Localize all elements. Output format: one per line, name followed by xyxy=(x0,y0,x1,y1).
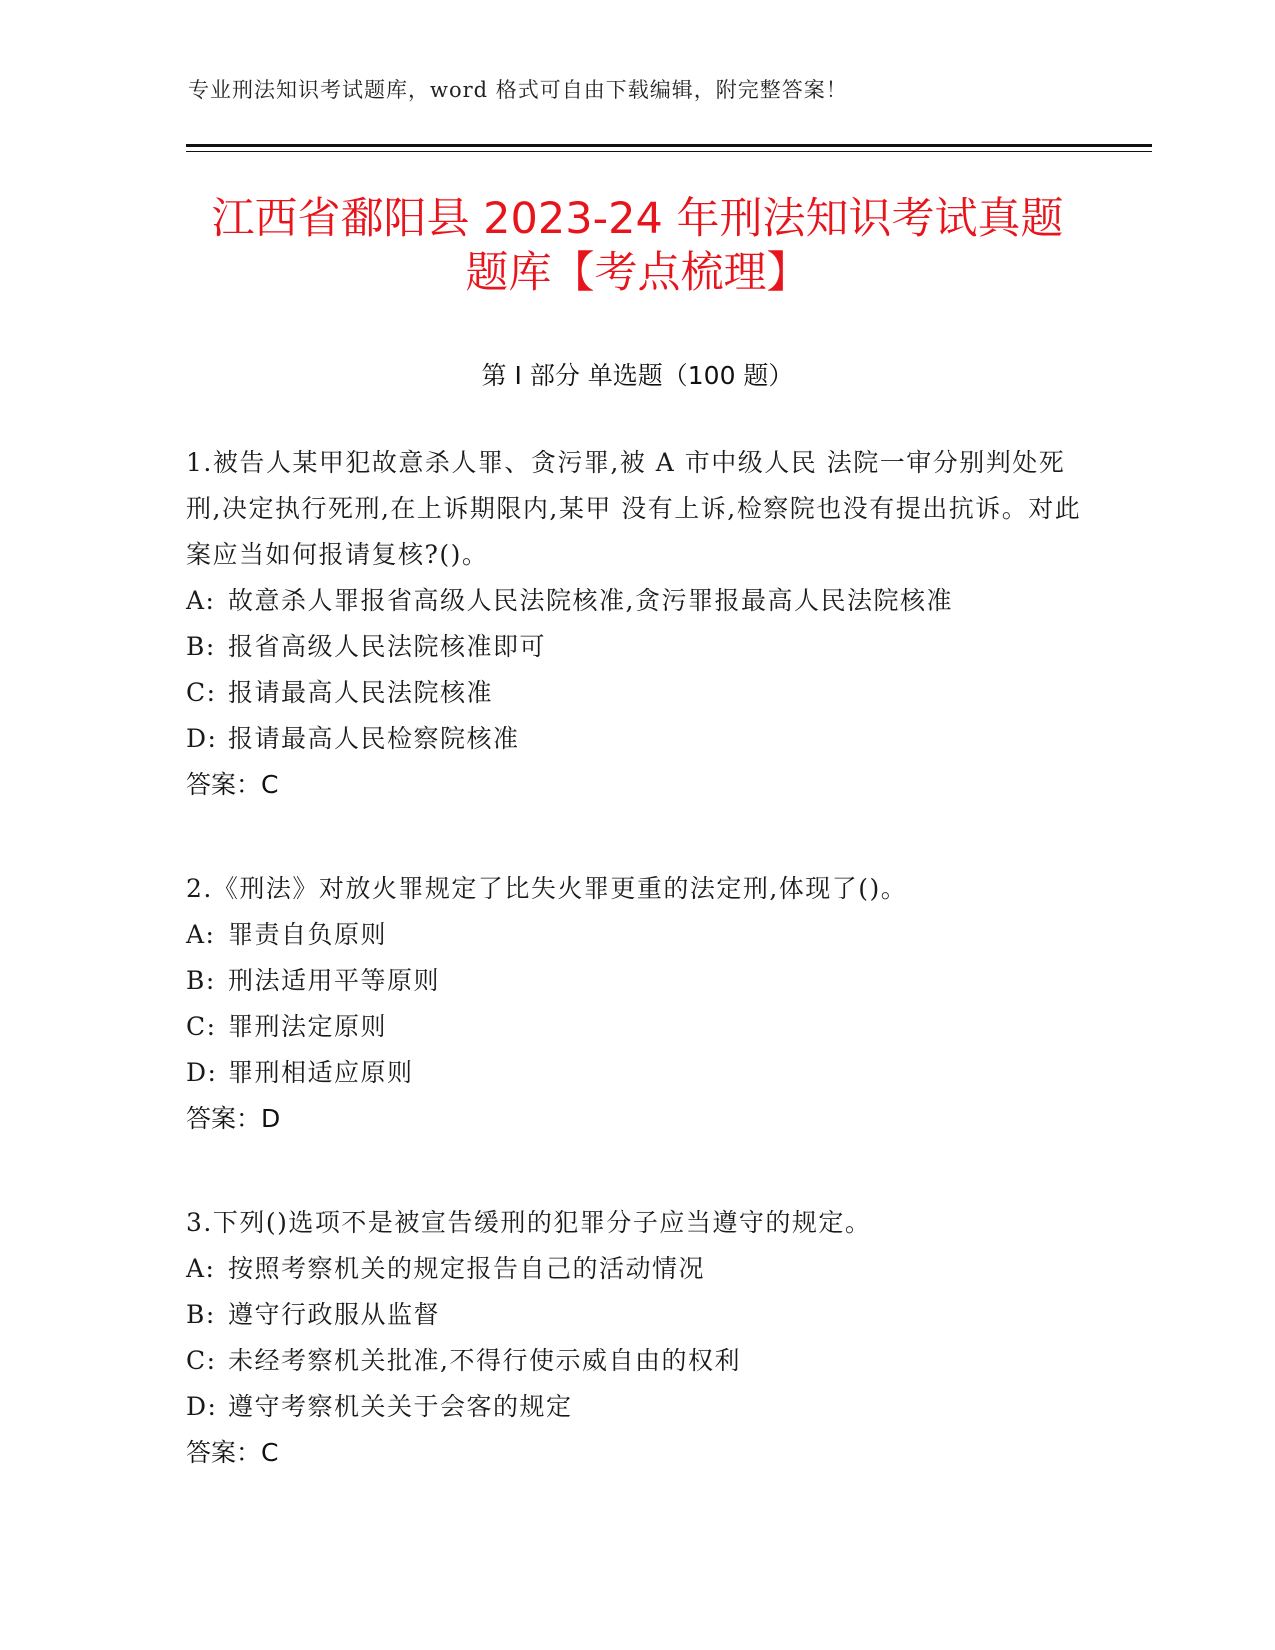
option-letter: A: xyxy=(186,586,216,615)
question-answer: 答案：C xyxy=(186,770,279,799)
option-letter: D: xyxy=(186,1392,218,1421)
option-text: 刑法适用平等原则 xyxy=(228,966,441,995)
question-1 xyxy=(186,440,1086,808)
question-option-d xyxy=(186,1384,1086,1430)
question-list xyxy=(186,440,1086,1534)
option-text: 报请最高人民检察院核准 xyxy=(228,724,520,753)
option-text: 罪刑法定原则 xyxy=(228,1012,388,1041)
question-answer: 答案：C xyxy=(186,1438,279,1467)
question-2 xyxy=(186,866,1086,1142)
option-text: 故意杀人罪报省高级人民法院核准,贪污罪报最高人民法院核准 xyxy=(228,586,953,615)
option-text: 罪责自负原则 xyxy=(228,920,388,949)
option-letter: D: xyxy=(186,1058,218,1087)
option-text: 罪刑相适应原则 xyxy=(228,1058,414,1087)
option-letter: D: xyxy=(186,724,218,753)
header-note: 专业刑法知识考试题库，word 格式可自由下载编辑，附完整答案！ xyxy=(188,78,848,102)
question-option-b xyxy=(186,958,1086,1004)
header-rule-thick xyxy=(186,144,1152,147)
header-rule-thin xyxy=(186,151,1152,152)
option-letter: C: xyxy=(186,1346,217,1375)
question-option-c xyxy=(186,1004,1086,1050)
question-option-c xyxy=(186,670,1086,716)
question-option-a xyxy=(186,578,1086,624)
question-option-a xyxy=(186,1246,1086,1292)
option-text: 报省高级人民法院核准即可 xyxy=(228,632,547,661)
document-title-line-1: 江西省鄱阳县 2023-24 年刑法知识考试真题 xyxy=(211,194,1064,244)
document-title-line-2: 题库【考点梳理】 xyxy=(465,248,810,298)
question-option-d xyxy=(186,716,1086,762)
question-stem: 1.被告人某甲犯故意杀人罪、贪污罪,被 A 市中级人民 法院一审分别判处死刑,决定执行死刑,在上诉期限内,某甲 没有上诉,检察院也没有提出抗诉。对此案应当如何报请复核?()。 xyxy=(186,448,1082,569)
question-option-b xyxy=(186,1292,1086,1338)
question-stem: 2.《刑法》对放火罪规定了比失火罪更重的法定刑,体现了()。 xyxy=(186,874,908,903)
option-letter: B: xyxy=(186,966,216,995)
question-3 xyxy=(186,1200,1086,1476)
option-letter: B: xyxy=(186,632,216,661)
question-option-a xyxy=(186,912,1086,958)
question-answer: 答案：D xyxy=(186,1104,281,1133)
question-option-d xyxy=(186,1050,1086,1096)
option-text: 未经考察机关批准,不得行使示威自由的权利 xyxy=(228,1346,741,1375)
option-text: 遵守行政服从监督 xyxy=(228,1300,441,1329)
option-text: 报请最高人民法院核准 xyxy=(228,678,494,707)
question-stem: 3.下列()选项不是被宣告缓刑的犯罪分子应当遵守的规定。 xyxy=(186,1208,872,1237)
document-title xyxy=(120,192,1155,300)
option-letter: A: xyxy=(186,1254,216,1283)
section-title: 第 I 部分 单选题（100 题） xyxy=(481,361,794,390)
option-letter: C: xyxy=(186,1012,217,1041)
option-letter: C: xyxy=(186,678,217,707)
option-letter: B: xyxy=(186,1300,216,1329)
question-option-b xyxy=(186,624,1086,670)
option-text: 按照考察机关的规定报告自己的活动情况 xyxy=(228,1254,706,1283)
question-option-c xyxy=(186,1338,1086,1384)
option-text: 遵守考察机关关于会客的规定 xyxy=(228,1392,573,1421)
option-letter: A: xyxy=(186,920,216,949)
